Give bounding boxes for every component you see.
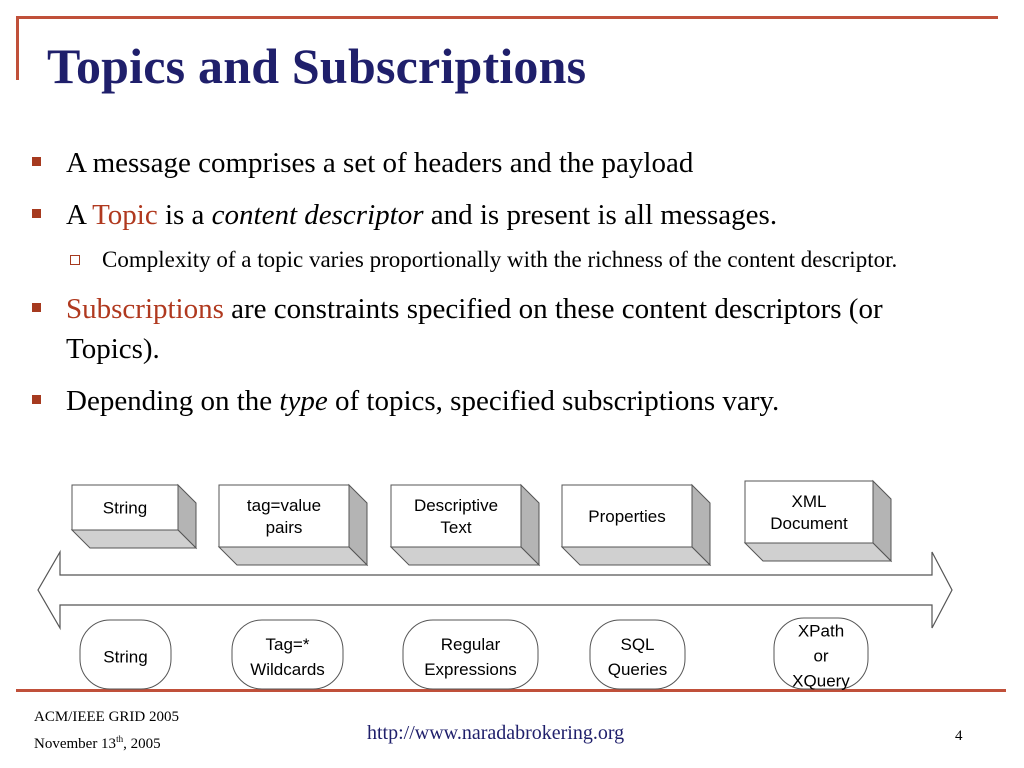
subscription-oval <box>80 620 171 689</box>
topic-box-bottom <box>391 547 539 565</box>
topic-box <box>219 485 367 565</box>
topic-label: Descriptive <box>413 496 499 516</box>
topic-box-bottom <box>72 530 196 548</box>
subscription-label: Tag=* <box>265 635 310 655</box>
bullet-text: A message comprises a set of headers and the payload <box>66 147 694 179</box>
subscription-label: Regular <box>440 635 501 655</box>
topic-label: XML <box>791 492 827 512</box>
topic-box-bottom <box>745 543 891 561</box>
topic-term: Topic <box>92 199 158 231</box>
footer-info <box>34 706 179 755</box>
subscription-label: String <box>103 647 148 667</box>
topic-label: Text <box>440 518 472 538</box>
topic-box-face <box>219 485 349 547</box>
topic-box <box>745 481 891 561</box>
subscription-label: Queries <box>607 660 668 680</box>
subscription-oval <box>232 620 343 689</box>
subscription-label: XQuery <box>792 671 850 691</box>
topic-label: Properties <box>588 507 666 527</box>
topic-label: Document <box>770 514 848 534</box>
bullet-text-pre: A <box>66 199 93 231</box>
topic-boxes <box>72 481 891 565</box>
footer-date <box>34 728 179 755</box>
subscription-label: or <box>813 646 829 666</box>
subscription-oval <box>774 618 868 691</box>
topic-label: String <box>102 498 148 518</box>
footer-date-year: , 2005 <box>123 736 161 752</box>
subscription-oval <box>590 620 685 689</box>
topic-box-bottom <box>562 547 710 565</box>
type-term: type <box>279 385 328 417</box>
subscription-label: Expressions <box>424 660 517 680</box>
bullet-text-pre: Depending on the <box>66 385 280 417</box>
subscription-label: XPath <box>797 621 845 641</box>
footer-date-text: November 13 <box>34 736 117 752</box>
footer-conference: ACM/IEEE GRID 2005 <box>34 709 179 725</box>
sub-bullet-text: Complexity of a topic varies proportionally with the richness of the content descriptor. <box>102 247 898 272</box>
bullet-text-mid: is a <box>157 199 212 231</box>
topic-box <box>391 485 539 565</box>
subscription-label: SQL <box>620 635 655 655</box>
topic-label: pairs <box>265 518 303 538</box>
bullet-text-post: and is present is all messages. <box>423 199 778 231</box>
subscription-ovals <box>80 618 868 691</box>
topic-label: tag=value <box>246 496 322 516</box>
content-descriptor-term: content descriptor <box>211 199 424 231</box>
footer-date-sup: th <box>116 734 124 744</box>
subscription-label: Wildcards <box>250 660 325 680</box>
topic-box <box>562 485 710 565</box>
topic-box-face <box>391 485 521 547</box>
subscription-oval <box>403 620 538 689</box>
bullet-text-post: of topics, specified subscriptions vary. <box>327 385 780 417</box>
topic-box <box>72 485 196 548</box>
page-number: 4 <box>955 728 963 744</box>
topic-box-bottom <box>219 547 367 565</box>
slide-title: Topics and Subscriptions <box>47 38 587 94</box>
topic-box-face <box>745 481 873 543</box>
bullet-text-post: are constraints specified on these content descriptors (or Topics). <box>66 293 883 365</box>
subscriptions-term: Subscriptions <box>66 293 224 325</box>
footer-url-link[interactable]: http://www.naradabrokering.org <box>367 722 625 744</box>
